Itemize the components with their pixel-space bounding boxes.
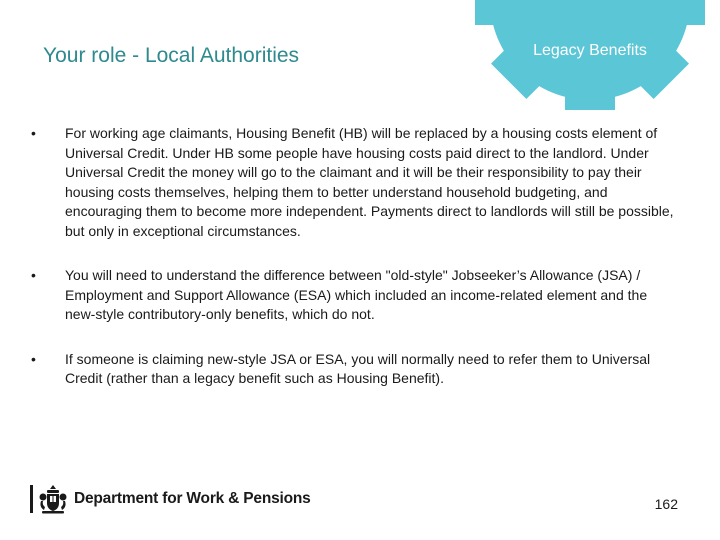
organisation-name: Department for Work & Pensions bbox=[74, 490, 311, 507]
bullet-marker: • bbox=[31, 125, 36, 141]
bullet-marker: • bbox=[31, 350, 36, 367]
bullet-text: You will need to understand the difference between "old-style" Jobseeker’s Allowance (JSA) / Employment and Support Allowance (ESA) which included an income-related element and the new-style contributory-only benefits, which do not. bbox=[65, 267, 648, 322]
bullet-list bbox=[31, 124, 681, 389]
bullet-text: If someone is claiming new-style JSA or ESA, you will normally need to refer them to Universal Credit (rather than a legacy benefit such as Housing Benefit). bbox=[65, 350, 651, 386]
gear-badge-label: Legacy Benefits bbox=[533, 42, 647, 59]
bullet-item bbox=[31, 124, 681, 241]
bullet-item bbox=[31, 266, 681, 325]
page-number: 162 bbox=[654, 496, 678, 512]
page-title: Your role - Local Authorities bbox=[43, 44, 300, 67]
bullet-text: For working age claimants, Housing Benefit (HB) will be replaced by a housing costs element of Universal Credit. Under HB some people have housing costs paid direct to the landlord. Under Universal Credit the money will go to the claimant and it will be their responsibility to pay their housing costs themselves, helping them to better understand household budgeting, and encouraging them to become more independent. Payments direct to landlords will still be possible, but only in exceptional circumstances. bbox=[65, 125, 674, 239]
footer-divider bbox=[30, 485, 33, 513]
royal-crest-icon bbox=[38, 483, 68, 515]
bullet-marker: • bbox=[31, 267, 36, 283]
bullet-item bbox=[31, 350, 681, 389]
